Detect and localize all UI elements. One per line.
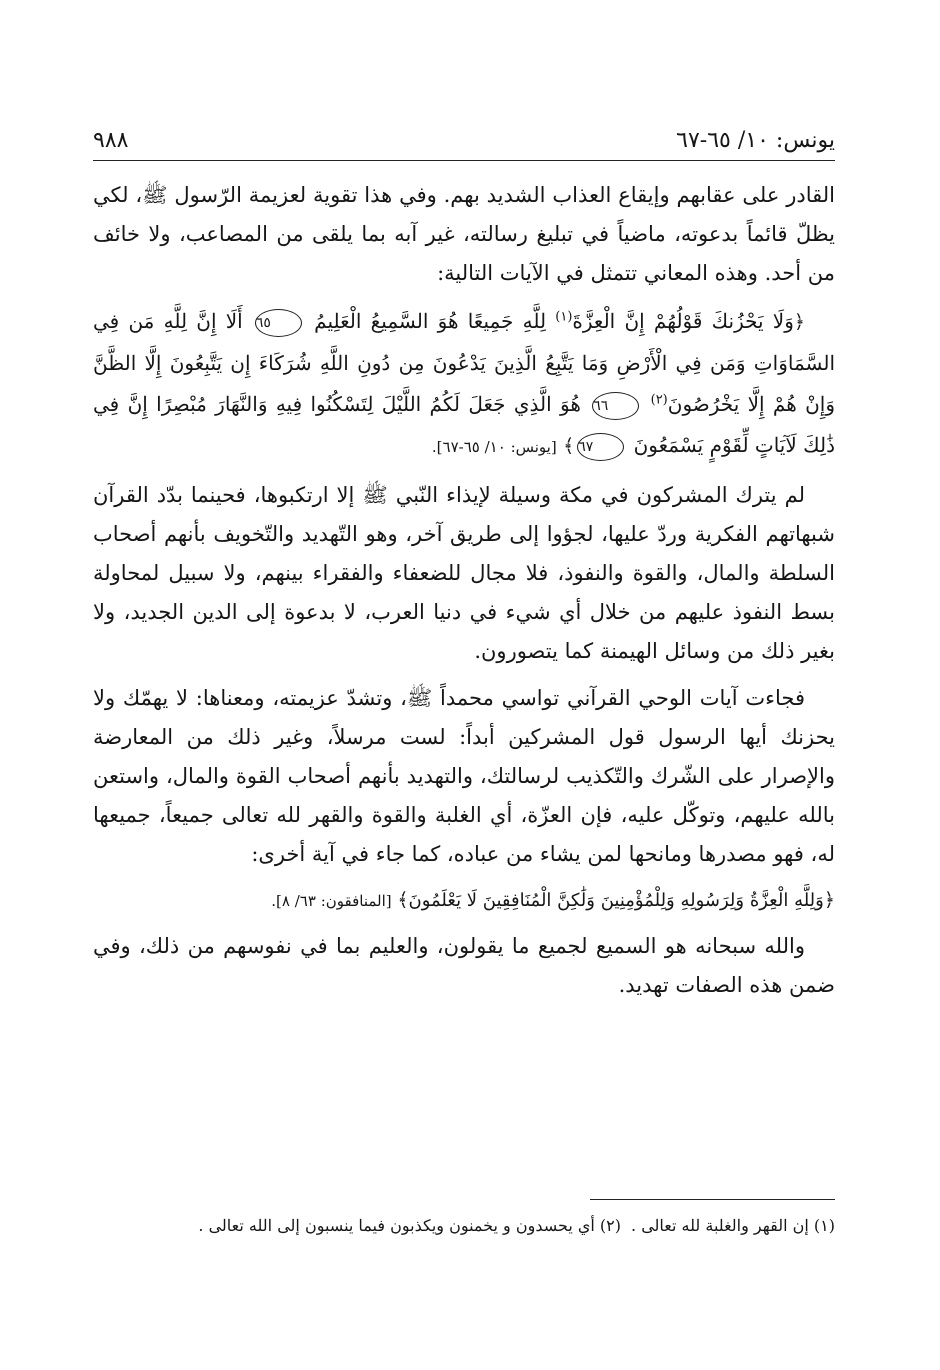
- quran-verse-block: [93, 301, 835, 468]
- verse-text-3: أَلَا إِنَّ لِلَّهِ مَن فِي السَّمَاوَاتِ وَمَن فِي الْأَرْضِ وَمَا يَتَّبِعُ الَّذِينَ يَدْعُونَ مِن دُونِ اللَّهِ شُرَكَاءَ إِن يَتَّبِعُونَ إِلَّا الظَّنَّ وَإِنْ هُمْ إِلَّا يَخْرُصُونَ: [93, 309, 836, 416]
- footnotes: [93, 1213, 835, 1239]
- verse2-reference: [المنافقون: ٦٣/ ٨].: [271, 892, 392, 910]
- footnote-rule: [590, 1199, 835, 1200]
- paragraph-conclusion: والله سبحانه هو السميع لجميع ما يقولون، والعليم بما في نفوسهم من ذلك، وفي ضمن هذه الصفات تهديد.: [93, 934, 835, 997]
- ayah-number-66: ٦٦: [592, 392, 639, 420]
- paragraph-context: لم يترك المشركون في مكة وسيلة لإيذاء النّبي ﷺ إلا ارتكبوها، فحينما بدّد القرآن شبهاتهم الفكرية وردّ عليها، لجؤوا إلى طريق آخر، وهو التّهديد والتّخويف بأنهم أصحاب السلطة والمال، والقوة والنفوذ، فلا مجال للضعفاء والفقراء بينهم، ولا سبيل لمحاولة بسط النفوذ عليهم من خلال أي شيء في دنيا العرب، لا بدعوة إلى الدين الجديد، ولا بغير ذلك من وسائل الهيمنة كما يتصورون.: [93, 483, 835, 663]
- paragraph-explanation: فجاءت آيات الوحي القرآني تواسي محمداً ﷺ، وتشدّ عزيمته، ومعناها: لا يهمّك ولا يحزنك أيها الرسول قول المشركين أبداً: لست مرسلاً، وغير ذلك من المعارضة والإصرار على الشّرك والتّكذيب لرسالتك، والتهديد بأنهم أصحاب القوة والمال، واستعن بالله عليهم، وتوكّل عليه، فإن العزّة، أي الغلبة والقوة والقهر لله تعالى جميعاً، جميعها له، فهو مصدرها ومانحها لمن يشاء من عباده، كما جاء في آية أخرى:: [93, 686, 835, 866]
- verse-text-4: هُوَ الَّذِي جَعَلَ لَكُمُ اللَّيْلَ لِتَسْكُنُوا فِيهِ وَالنَّهَارَ مُبْصِرًا إِنَّ فِي ذَٰلِكَ لَآيَاتٍ لِّقَوْمٍ يَسْمَعُونَ: [93, 392, 835, 457]
- footnote-marker-2[interactable]: (٢): [650, 392, 668, 408]
- verse2-open-bracket: ﴿: [823, 889, 835, 911]
- verse-open-bracket: ﴿: [793, 311, 805, 333]
- page-header: [93, 116, 835, 156]
- verse-text-1: وَلَا يَحْزُنكَ قَوْلُهُمْ إِنَّ الْعِزَّةَ: [572, 309, 794, 333]
- verse2-close-bracket: ﴾: [397, 889, 409, 911]
- chapter-reference: يونس: ١٠/ ٦٥-٦٧: [676, 128, 835, 153]
- footnote-1: (١) إن القهر والغلبة لله تعالى .: [631, 1216, 835, 1235]
- main-text: [93, 176, 835, 1013]
- page-number: ٩٨٨: [93, 128, 129, 153]
- ayah-number-65: ٦٥: [255, 309, 302, 337]
- quran-verse-munafiqun: [93, 882, 835, 919]
- ayah-number-67: ٦٧: [577, 433, 624, 461]
- verse2-text: وَلِلَّهِ الْعِزَّةُ وَلِرَسُولِهِ وَلِلْمُؤْمِنِينَ وَلَٰكِنَّ الْمُنَافِقِينَ لَا يَعْلَمُونَ: [408, 890, 824, 911]
- paragraph-intro: القادر على عقابهم وإيقاع العذاب الشديد بهم. وفي هذا تقوية لعزيمة الرّسول ﷺ، لكي يظلّ قائماً بدعوته، ماضياً في تبليغ رسالته، غير آبه بما يلقى من المصاعب، ولا خائف من أحد. وهذه المعاني تتمثل في الآيات التالية:: [93, 183, 835, 285]
- header-rule: [93, 160, 835, 161]
- verse-close-bracket: ﴾: [563, 435, 575, 457]
- footnote-marker-1[interactable]: (١): [555, 309, 573, 325]
- footnote-2: (٢) أي يحسدون و يخمنون ويكذبون فيما ينسبون إلى الله تعالى .: [198, 1216, 622, 1235]
- verse-text-2: لِلَّهِ جَمِيعًا هُوَ السَّمِيعُ الْعَلِيمُ: [314, 309, 547, 333]
- verse-reference: [يونس: ١٠/ ٦٥-٦٧].: [431, 438, 557, 456]
